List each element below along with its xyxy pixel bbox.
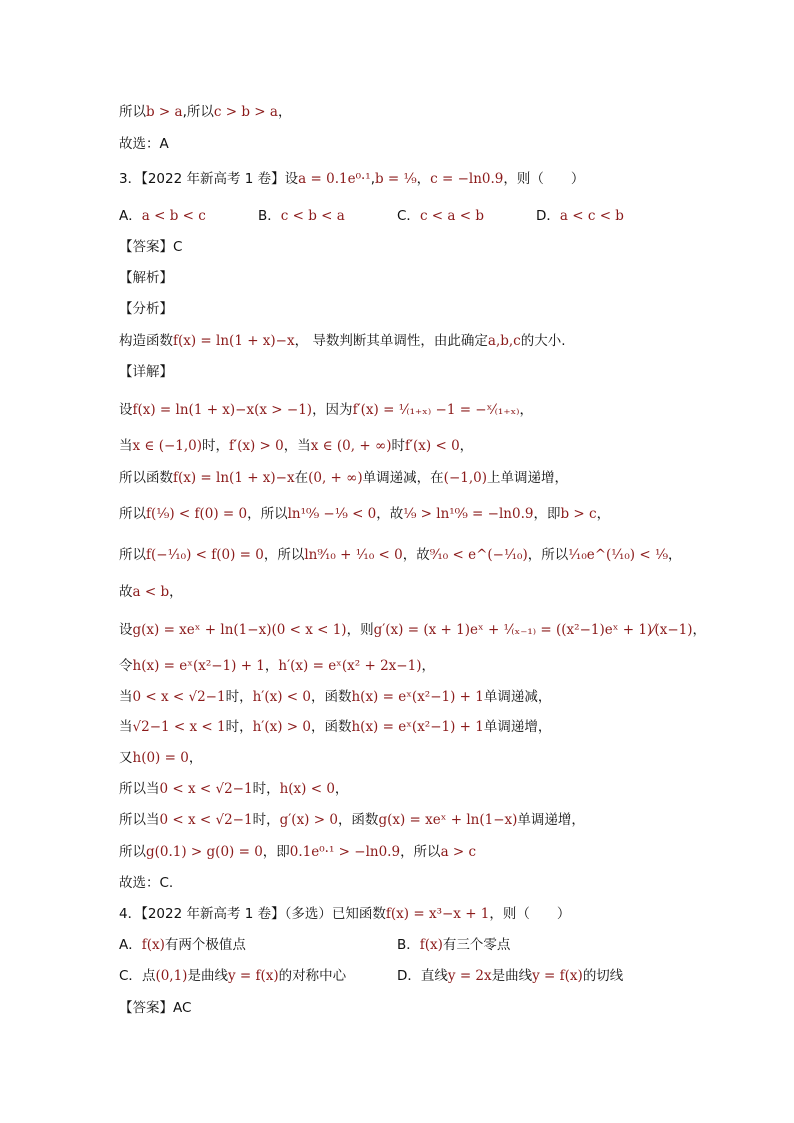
option-label: D． xyxy=(536,208,560,224)
text-segment: ， xyxy=(277,104,292,120)
math-expression: (−1,0) xyxy=(443,470,487,486)
line-h-negative xyxy=(119,777,348,801)
math-expression: g′(x) = (x + 1)eˣ + ¹⁄₍ₓ₋₁₎ = ((x²−1)eˣ + 1)⁄(x−1) xyxy=(373,622,693,638)
option-label: B． xyxy=(397,937,420,953)
text-segment: 有三个零点 xyxy=(442,937,511,953)
line-b-gt-c xyxy=(119,502,610,526)
math-expression: ⁹⁄₁₀ < e^(−¹⁄₁₀) xyxy=(429,547,528,563)
math-expression: h′(x) > 0 xyxy=(252,719,311,735)
q4-option-c xyxy=(119,964,346,988)
line-answer-heading xyxy=(119,235,182,259)
text-segment: 有两个极值点 xyxy=(164,937,246,953)
text-segment: , xyxy=(370,171,375,187)
math-expression: f(x) = x³−x + 1 xyxy=(385,906,490,922)
text-segment: 的大小. xyxy=(520,333,566,349)
text-segment: 又 xyxy=(119,750,133,766)
text-segment: ，所以 xyxy=(400,844,441,860)
text-segment: ，因为 xyxy=(312,402,353,418)
option-label: A． xyxy=(119,937,142,953)
text-segment: 时 xyxy=(391,438,405,454)
math-expression: (0,1) xyxy=(155,968,188,984)
text-segment: 所以 xyxy=(119,506,146,522)
text-segment: ，即 xyxy=(533,506,561,522)
line-answer-c xyxy=(119,871,173,895)
text-segment: 3．【2022 年新高考 1 卷】设 xyxy=(119,171,299,187)
text-segment: ，则（ ） xyxy=(503,171,585,187)
math-expression: h(x) = eˣ(x²−1) + 1 xyxy=(351,689,484,705)
line-define-f xyxy=(119,398,533,422)
math-expression: h(x) = eˣ(x²−1) + 1 xyxy=(351,719,484,735)
text-segment: ，所以 xyxy=(263,547,305,563)
math-expression: b > c xyxy=(560,506,597,522)
text-segment: ，所以 xyxy=(527,547,569,563)
text-segment: 时， xyxy=(225,689,253,705)
line-answer-ac xyxy=(119,996,191,1020)
text-segment: ， xyxy=(692,622,707,638)
text-segment: ， xyxy=(519,402,533,418)
line-define-h xyxy=(119,654,435,678)
text-segment: 【分析】 xyxy=(119,301,173,317)
q3-option-c xyxy=(397,204,484,228)
line-monotonic-f xyxy=(119,466,568,490)
text-segment: 的对称中心 xyxy=(278,968,347,984)
text-segment: 【解析】 xyxy=(119,270,173,286)
math-expression: f(x) = ln(1 + x)−x xyxy=(173,470,295,486)
line-construct-function xyxy=(119,329,566,353)
text-segment: 故选：C. xyxy=(119,875,174,891)
math-expression: f′(x) = ¹⁄₍₁₊ₓ₎ −1 = −ˣ⁄₍₁₊ₓ₎ xyxy=(352,402,520,418)
math-expression: b > a xyxy=(146,104,183,120)
option-label: C． xyxy=(119,968,142,984)
q3-option-b xyxy=(258,204,345,228)
option-label: C． xyxy=(397,208,420,224)
math-expression: 0 < x < √2−1 xyxy=(159,812,253,828)
math-expression: f(¹⁄₉) < f(0) = 0 xyxy=(146,506,248,522)
math-expression: g(0.1) > g(0) = 0 xyxy=(146,844,263,860)
math-expression: x ∈ (0, + ∞) xyxy=(310,438,392,454)
text-segment: 【答案】AC xyxy=(119,1000,192,1016)
text-segment: 设 xyxy=(119,622,133,638)
text-segment: 上单调递增， xyxy=(487,470,568,486)
math-expression: ¹⁄₁₀e^(¹⁄₁₀) < ¹⁄₉ xyxy=(568,547,669,563)
math-expression: a = 0.1e⁰·¹ xyxy=(298,171,371,187)
line-analysis-heading xyxy=(119,266,173,290)
text-segment: ， xyxy=(334,781,349,797)
text-segment: 【答案】C xyxy=(119,239,183,255)
math-expression: f(−¹⁄₁₀) < f(0) = 0 xyxy=(146,547,264,563)
text-segment: 直线 xyxy=(420,968,448,984)
text-segment: , xyxy=(182,104,187,120)
text-segment: 4．【2022 年新高考 1 卷】（多选）已知函数 xyxy=(119,906,386,922)
text-segment: 单调递减， xyxy=(483,689,552,705)
text-segment: ， xyxy=(416,171,431,187)
text-segment: 是曲线 xyxy=(187,968,228,984)
text-segment: ，函数 xyxy=(337,812,379,828)
text-segment: ， xyxy=(264,658,279,674)
text-segment: 当 xyxy=(119,438,133,454)
option-expr: c < b < a xyxy=(280,208,345,224)
math-expression: ¹⁄₉ > ln¹⁰⁄₉ = −ln0.9 xyxy=(403,506,534,522)
math-expression: b = ¹⁄₉ xyxy=(375,171,417,187)
math-expression: a > c xyxy=(440,844,477,860)
text-segment: ， xyxy=(668,547,682,563)
line-f-neg-tenth xyxy=(119,543,682,567)
text-segment: ，即 xyxy=(262,844,290,860)
text-segment: ，则（ ） xyxy=(489,906,571,922)
line-sign-of-derivative xyxy=(119,434,473,458)
option-label: A． xyxy=(119,208,142,224)
text-segment: 所以当 xyxy=(119,812,160,828)
text-segment: 当 xyxy=(119,689,133,705)
text-segment: 所以函数 xyxy=(119,470,173,486)
math-expression: f′(x) < 0 xyxy=(404,438,460,454)
line-define-g xyxy=(119,618,706,642)
text-segment: ， xyxy=(459,438,474,454)
math-expression: y = f(x) xyxy=(227,968,279,984)
math-expression: (0, + ∞) xyxy=(308,470,363,486)
text-segment: 时， xyxy=(225,719,253,735)
text-segment: ，则 xyxy=(346,622,374,638)
line-question-3 xyxy=(119,167,584,191)
text-segment: ，当 xyxy=(283,438,311,454)
text-segment: ，所以 xyxy=(247,506,288,522)
text-segment: 构造函数 xyxy=(119,333,173,349)
math-expression: x ∈ (−1,0) xyxy=(132,438,203,454)
line-a-gt-c xyxy=(119,840,476,864)
line-fenxi-heading xyxy=(119,297,173,321)
math-expression: f(x) = ln(1 + x)−x(x > −1) xyxy=(132,402,313,418)
math-expression: 0.1e⁰·¹ > −ln0.9 xyxy=(289,844,401,860)
text-segment: 单调递减，在 xyxy=(362,470,444,486)
line-detail-heading xyxy=(119,360,173,384)
math-expression: f(x) xyxy=(419,937,443,953)
math-expression: g(x) = xeˣ + ln(1−x) xyxy=(378,812,518,828)
q4-option-d xyxy=(397,964,623,988)
text-segment: ， xyxy=(596,506,611,522)
text-segment: ，故 xyxy=(402,547,430,563)
q4-option-b xyxy=(397,933,510,957)
math-expression: h(x) < 0 xyxy=(279,781,335,797)
option-label: D． xyxy=(397,968,421,984)
math-expression: 0 < x < √2−1 xyxy=(159,781,253,797)
text-segment: ，函数 xyxy=(310,719,352,735)
math-expression: 0 < x < √2−1 xyxy=(132,689,226,705)
text-segment: 所以 xyxy=(119,547,146,563)
text-segment: 【详解】 xyxy=(119,364,173,380)
text-segment: ，故 xyxy=(376,506,404,522)
math-expression: √2−1 < x < 1 xyxy=(132,719,226,735)
text-segment: 是曲线 xyxy=(491,968,533,984)
text-segment: 故选：A xyxy=(119,136,169,152)
text-segment: 所以 xyxy=(186,104,214,120)
text-segment: 当 xyxy=(119,719,133,735)
option-expr: c < a < b xyxy=(419,208,484,224)
text-segment: 时， xyxy=(202,438,230,454)
math-expression: f(x) = ln(1 + x)−x xyxy=(173,333,295,349)
line-h-decreasing xyxy=(119,685,551,709)
line-h-zero xyxy=(119,746,202,770)
line-h-increasing xyxy=(119,715,551,739)
math-expression: y = 2x xyxy=(447,968,492,984)
text-segment: 的切线 xyxy=(582,968,624,984)
text-segment: 在 xyxy=(294,470,309,486)
math-expression: a < b xyxy=(132,584,170,600)
math-expression: c = −ln0.9 xyxy=(430,171,504,187)
q4-option-a xyxy=(119,933,246,957)
q3-option-a xyxy=(119,204,206,228)
line-conclusion-b-gt-a xyxy=(119,100,291,124)
math-expression: f′(x) > 0 xyxy=(229,438,284,454)
math-expression: h′(x) < 0 xyxy=(252,689,311,705)
math-expression: g(x) = xeˣ + ln(1−x)(0 < x < 1) xyxy=(132,622,347,638)
math-expression: h(0) = 0 xyxy=(132,750,189,766)
option-expr: a < b < c xyxy=(141,208,206,224)
math-expression: ln¹⁰⁄₉ −¹⁄₉ < 0 xyxy=(287,506,377,522)
text-segment: 令 xyxy=(119,658,133,674)
text-segment: 故 xyxy=(119,584,133,600)
option-expr: a < c < b xyxy=(559,208,624,224)
math-expression: f(x) xyxy=(141,937,165,953)
text-segment: ， xyxy=(421,658,435,674)
text-segment: ，函数 xyxy=(310,689,352,705)
math-expression: y = f(x) xyxy=(532,968,583,984)
text-segment: 设 xyxy=(119,402,133,418)
line-a-lt-b xyxy=(119,580,183,604)
text-segment: 所以当 xyxy=(119,781,160,797)
text-segment: 点 xyxy=(141,968,156,984)
text-segment: 单调递增， xyxy=(517,812,585,828)
math-expression: h(x) = eˣ(x²−1) + 1 xyxy=(132,658,265,674)
math-expression: c > b > a xyxy=(213,104,278,120)
text-segment: ， 导数判断其单调性，由此确定 xyxy=(294,333,488,349)
text-segment: 所以 xyxy=(119,104,146,120)
text-segment: ， xyxy=(169,584,183,600)
line-g-increasing xyxy=(119,808,585,832)
math-expression: h′(x) = eˣ(x² + 2x−1) xyxy=(278,658,422,674)
math-expression: a,b,c xyxy=(487,333,521,349)
line-question-4 xyxy=(119,902,570,926)
math-expression: ln⁹⁄₁₀ + ¹⁄₁₀ < 0 xyxy=(304,547,403,563)
text-segment: ， xyxy=(188,750,203,766)
math-expression: g′(x) > 0 xyxy=(279,812,338,828)
text-segment: 时， xyxy=(252,812,280,828)
text-segment: 所以 xyxy=(119,844,146,860)
text-segment: 单调递增， xyxy=(483,719,552,735)
text-segment: 时， xyxy=(252,781,280,797)
q3-option-d xyxy=(536,204,624,228)
option-label: B． xyxy=(258,208,281,224)
line-answer-prev xyxy=(119,132,169,156)
